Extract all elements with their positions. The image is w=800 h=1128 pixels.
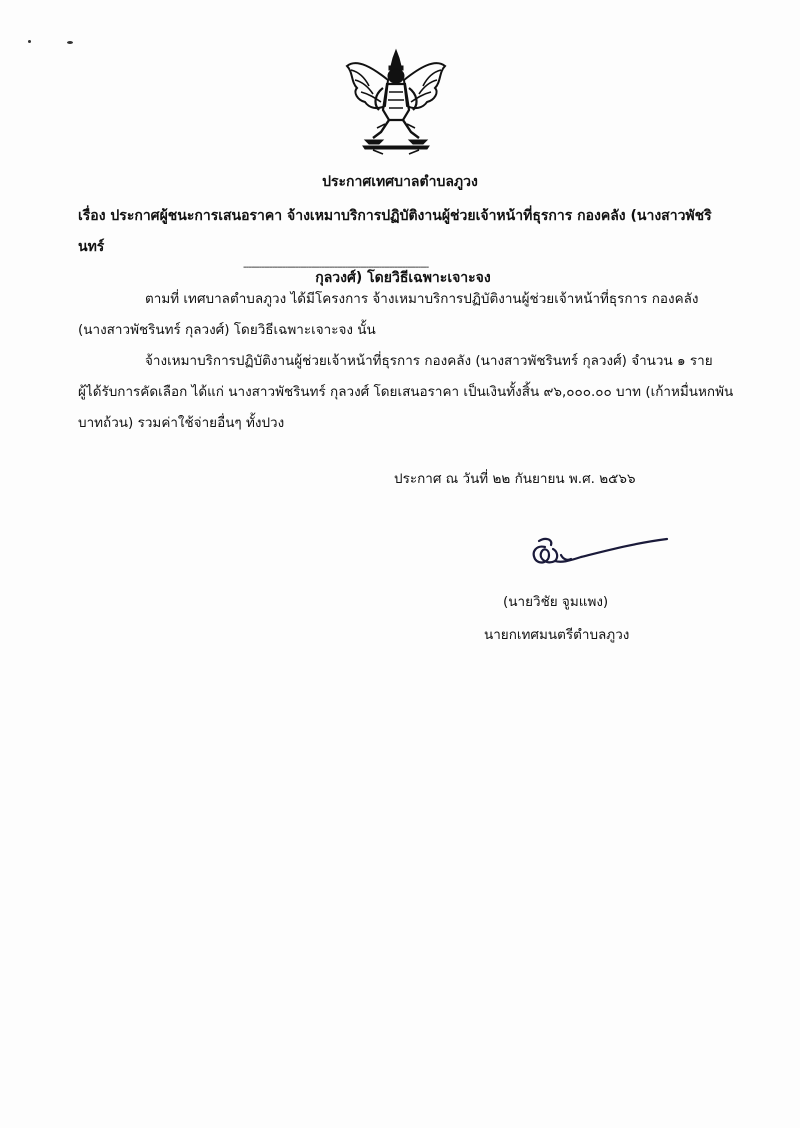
body-line: บาทถ้วน) รวมค่าใช้จ่ายอื่นๆ ทั้งปวง — [78, 415, 285, 431]
body-line: ตามที่ เทศบาลตำบลภูวง ได้มีโครงการ จ้างเหมาบริการปฏิบัติงานผู้ช่วยเจ้าหน้าที่ธุรการ กองคลัง — [145, 291, 699, 307]
garuda-emblem-icon — [343, 48, 449, 156]
scan-speck — [67, 41, 73, 44]
announce-date: ประกาศ ณ วันที่ ๒๒ กันยายน พ.ศ. ๒๕๖๖ — [394, 471, 636, 487]
scan-speck — [28, 40, 31, 43]
subject-line: เรื่อง ประกาศผู้ชนะการเสนอราคา จ้างเหมาบริการปฏิบัติงานผู้ช่วยเจ้าหน้าที่ธุรการ กองคลัง (นางสาวพัชรินทร์ — [78, 208, 712, 255]
handwritten-signature-icon — [525, 533, 670, 573]
signer-position: นายกเทศมนตรีตำบลภูวง — [484, 627, 630, 643]
body-line: ผู้ได้รับการคัดเลือก ได้แก่ นางสาวพัชรินทร์ กุลวงศ์ โดยเสนอราคา เป็นเงินทั้งสิ้น ๙๖,๐๐๐.๐๐ บาท (เก้าหมื่นหกพัน — [78, 384, 734, 400]
page-title: ประกาศเทศบาลตำบลภูวง — [322, 174, 478, 190]
subject-heading — [78, 201, 728, 294]
subject-line: กุลวงศ์) โดยวิธีเฉพาะเจาะจง — [315, 270, 491, 286]
body-line: จ้างเหมาบริการปฏิบัติงานผู้ช่วยเจ้าหน้าที่ธุรการ กองคลัง (นางสาวพัชรินทร์ กุลวงศ์) จำนวน ๑ ราย — [145, 353, 713, 369]
separator-line: ----------------------------------------------------------------------- — [243, 262, 429, 273]
signer-name: (นายวิชัย จูมแพง) — [503, 594, 609, 610]
body-line: (นางสาวพัชรินทร์ กุลวงศ์) โดยวิธีเฉพาะเจาะจง นั้น — [78, 322, 376, 338]
